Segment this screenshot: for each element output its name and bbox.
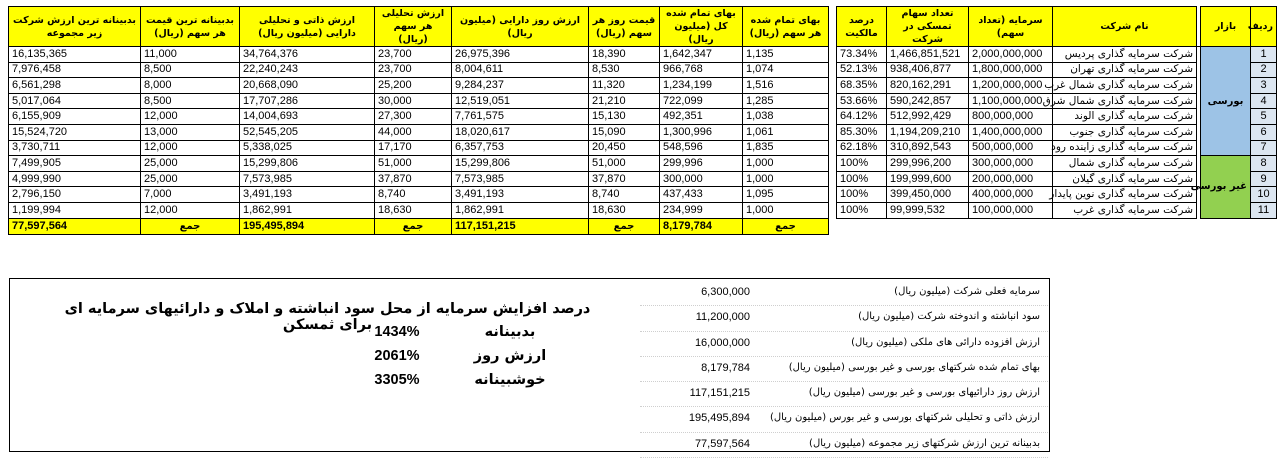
table-row xyxy=(9,202,1277,218)
row-index: 9 xyxy=(1251,171,1277,187)
scenario-row xyxy=(10,372,546,394)
company-name: شرکت سرمایه گذاری گیلان xyxy=(1053,171,1197,187)
header-company: نام شرکت xyxy=(1053,7,1197,47)
capital: 1,100,000,000 xyxy=(969,93,1053,109)
pessimistic-value: 3,730,711 xyxy=(9,140,141,156)
total-cost: 966,768 xyxy=(660,62,743,78)
row-index: 5 xyxy=(1251,109,1277,125)
market-price: 8,530 xyxy=(589,62,660,78)
summary-label: بهای تمام شده شرکتهای بورسی و غیر بورسی (میلیون ریال) xyxy=(788,361,1040,373)
pessimistic-price: 12,000 xyxy=(141,202,240,218)
cost-per-share: 1,835 xyxy=(743,140,829,156)
summary-row xyxy=(640,306,1048,331)
pessimistic-value: 2,796,150 xyxy=(9,187,141,203)
totals-empty xyxy=(837,218,887,234)
shares-owned: 590,242,857 xyxy=(887,93,969,109)
market-price: 51,000 xyxy=(589,156,660,172)
summary-row xyxy=(640,357,1048,382)
scenario-row xyxy=(10,324,536,346)
company-name: شرکت سرمایه گذاری پردیس xyxy=(1053,47,1197,63)
totals-row xyxy=(9,218,1277,234)
pessimistic-price: 25,000 xyxy=(141,171,240,187)
summary-value: 6,300,000 xyxy=(701,286,750,298)
total-cost: 234,999 xyxy=(660,202,743,218)
company-name: شرکت سرمایه گذاری شمال xyxy=(1053,156,1197,172)
market-price: 11,320 xyxy=(589,78,660,94)
analytic-per-share: 44,000 xyxy=(375,124,452,140)
analytic-value: 22,240,243 xyxy=(240,62,375,78)
table-header-row xyxy=(9,7,1277,47)
scenario-row xyxy=(10,348,547,370)
row-gap xyxy=(829,187,837,203)
analytic-value: 7,573,985 xyxy=(240,171,375,187)
shares-owned: 1,466,851,521 xyxy=(887,47,969,63)
cost-per-share: 1,061 xyxy=(743,124,829,140)
cost-per-share: 1,000 xyxy=(743,156,829,172)
totals-label: جمع xyxy=(589,218,660,234)
header-total-cost: بهای تمام شده کل (میلیون ریال) xyxy=(660,7,743,47)
summary-label: ارزش افزوده دارائی های ملکی (میلیون ریال) xyxy=(851,336,1040,348)
company-name: شرکت سرمایه گذاری غرب xyxy=(1053,202,1197,218)
shares-owned: 938,406,877 xyxy=(887,62,969,78)
totals-empty xyxy=(829,218,837,234)
table-body xyxy=(9,47,1277,235)
totals-empty xyxy=(1053,218,1197,234)
pessimistic-price: 12,000 xyxy=(141,140,240,156)
analytic-per-share: 23,700 xyxy=(375,47,452,63)
header-gap xyxy=(829,7,837,47)
market-price: 15,130 xyxy=(589,109,660,125)
row-index: 6 xyxy=(1251,124,1277,140)
market-value: 7,573,985 xyxy=(452,171,589,187)
market-price: 21,210 xyxy=(589,93,660,109)
market-price: 8,740 xyxy=(589,187,660,203)
company-name: شرکت سرمایه گذاری شمال غرب xyxy=(1053,78,1197,94)
market-value: 3,491,193 xyxy=(452,187,589,203)
totals-empty xyxy=(887,218,969,234)
row-gap xyxy=(829,62,837,78)
row-spacer xyxy=(1197,109,1201,125)
pessimistic-price: 12,000 xyxy=(141,109,240,125)
pessimistic-price: 7,000 xyxy=(141,187,240,203)
total-cost: 437,433 xyxy=(660,187,743,203)
header-ownership-pct: درصد مالکیت xyxy=(837,7,887,47)
row-gap xyxy=(829,171,837,187)
row-index: 11 xyxy=(1251,202,1277,218)
row-index: 1 xyxy=(1251,47,1277,63)
total-cost: 492,351 xyxy=(660,109,743,125)
shares-owned: 199,999,600 xyxy=(887,171,969,187)
row-gap xyxy=(829,140,837,156)
row-spacer xyxy=(1197,202,1201,218)
header-spacer xyxy=(1197,7,1201,47)
market-value: 6,357,753 xyxy=(452,140,589,156)
analytic-value: 15,299,806 xyxy=(240,156,375,172)
capital: 1,400,000,000 xyxy=(969,124,1053,140)
table-row xyxy=(9,47,1277,63)
analytic-per-share: 23,700 xyxy=(375,62,452,78)
table-row xyxy=(9,140,1277,156)
summary-value: 195,495,894 xyxy=(688,412,750,425)
summary-title: درصد افزایش سرمایه از محل سود انباشته و املاک و دارائیهای سرمایه ای برای ثمسکن xyxy=(64,301,591,333)
shares-owned: 399,450,000 xyxy=(887,187,969,203)
market-price: 20,450 xyxy=(589,140,660,156)
market-value: 9,284,237 xyxy=(452,78,589,94)
summary-label: ارزش روز دارائیهای بورسی و غیر بورسی (میلیون ریال) xyxy=(808,387,1040,399)
analytic-per-share: 8,740 xyxy=(375,187,452,203)
pessimistic-value: 6,561,298 xyxy=(9,78,141,94)
analytic-value: 20,668,090 xyxy=(240,78,375,94)
total-cost: 1,234,199 xyxy=(660,78,743,94)
pessimistic-value: 6,155,909 xyxy=(9,109,141,125)
summary-label: سرمایه فعلی شرکت (میلیون ریال) xyxy=(894,286,1040,297)
capital: 800,000,000 xyxy=(969,109,1053,125)
header-analytic-per-share: ارزش تحلیلی هر سهم (ریال) xyxy=(375,7,452,47)
header-shares-owned: تعداد سهام تمسکی در شرکت xyxy=(887,7,969,47)
total-cost: 1,642,347 xyxy=(660,47,743,63)
table-row xyxy=(9,78,1277,94)
market-price: 15,090 xyxy=(589,124,660,140)
pessimistic-value: 4,999,990 xyxy=(9,171,141,187)
row-spacer xyxy=(1197,62,1201,78)
summary-row xyxy=(640,281,1048,306)
cost-per-share: 1,074 xyxy=(743,62,829,78)
shares-owned: 99,999,532 xyxy=(887,202,969,218)
header-capital: سرمایه (تعداد سهم) xyxy=(969,7,1053,47)
company-name: شرکت سرمایه گذاری شمال شرق xyxy=(1053,93,1197,109)
row-spacer xyxy=(1197,124,1201,140)
analytic-per-share: 27,300 xyxy=(375,109,452,125)
market-bourse: بورسی xyxy=(1201,47,1251,156)
analytic-per-share: 25,200 xyxy=(375,78,452,94)
pessimistic-price: 13,000 xyxy=(141,124,240,140)
market-price: 18,390 xyxy=(589,47,660,63)
table-row xyxy=(9,62,1277,78)
row-gap xyxy=(829,47,837,63)
pessimistic-price: 11,000 xyxy=(141,47,240,63)
cost-per-share: 1,095 xyxy=(743,187,829,203)
table-row xyxy=(9,124,1277,140)
summary-label: بدبینانه ترین ارزش شرکتهای زیر مجموعه (میلیون ریال) xyxy=(809,437,1040,449)
row-index: 2 xyxy=(1251,62,1277,78)
market-value: 15,299,806 xyxy=(452,156,589,172)
capital: 500,000,000 xyxy=(969,140,1053,156)
market-value: 7,761,575 xyxy=(452,109,589,125)
total-cost: 1,300,996 xyxy=(660,124,743,140)
shares-owned: 1,194,209,210 xyxy=(887,124,969,140)
analytic-value: 1,862,991 xyxy=(240,202,375,218)
row-gap xyxy=(829,124,837,140)
summary-box xyxy=(9,278,1050,452)
header-analytic-value: ارزش ذاتی و تحلیلی دارایی (میلیون ریال) xyxy=(240,7,375,47)
ownership-pct: 100% xyxy=(837,156,887,172)
table-row xyxy=(9,171,1277,187)
ownership-pct: 53.66% xyxy=(837,93,887,109)
header-pessimistic-price: بدبینانه ترین قیمت هر سهم (ریال) xyxy=(141,7,240,47)
row-index: 7 xyxy=(1251,140,1277,156)
capital: 1,200,000,000 xyxy=(969,78,1053,94)
summary-row xyxy=(640,332,1048,357)
total-cost: 722,099 xyxy=(660,93,743,109)
totals-pessimistic-value: 77,597,564 xyxy=(9,218,141,234)
ownership-pct: 85.30% xyxy=(837,124,887,140)
pessimistic-price: 8,000 xyxy=(141,78,240,94)
capital: 100,000,000 xyxy=(969,202,1053,218)
cost-per-share: 1,285 xyxy=(743,93,829,109)
header-index: ردیف xyxy=(1251,7,1277,47)
market-price: 37,870 xyxy=(589,171,660,187)
scenario-name: خوشبینانه xyxy=(474,372,546,388)
holdings-table xyxy=(8,6,1277,235)
pessimistic-value: 5,017,064 xyxy=(9,93,141,109)
cost-per-share: 1,135 xyxy=(743,47,829,63)
table-row xyxy=(9,187,1277,203)
capital: 400,000,000 xyxy=(969,187,1053,203)
ownership-pct: 100% xyxy=(837,202,887,218)
market-value: 1,862,991 xyxy=(452,202,589,218)
pessimistic-value: 7,499,905 xyxy=(9,156,141,172)
capital: 1,800,000,000 xyxy=(969,62,1053,78)
row-spacer xyxy=(1197,93,1201,109)
scenario-name: بدبینانه xyxy=(484,324,536,340)
cost-per-share: 1,516 xyxy=(743,78,829,94)
pessimistic-value: 7,976,458 xyxy=(9,62,141,78)
scenario-percent: 2061% xyxy=(374,348,420,364)
row-index: 3 xyxy=(1251,78,1277,94)
header-market: بازار xyxy=(1201,7,1251,47)
market-price: 18,630 xyxy=(589,202,660,218)
summary-row xyxy=(640,382,1048,407)
row-gap xyxy=(829,78,837,94)
cost-per-share: 1,038 xyxy=(743,109,829,125)
analytic-value: 34,764,376 xyxy=(240,47,375,63)
shares-owned: 310,892,543 xyxy=(887,140,969,156)
header-cost-per-share: بهای تمام شده هر سهم (ریال) xyxy=(743,7,829,47)
header-pessimistic-value: بدبینانه ترین ارزش شرکت زیر مجموعه xyxy=(9,7,141,47)
row-gap xyxy=(829,93,837,109)
company-name: شرکت سرمایه گذاری الوند xyxy=(1053,109,1197,125)
cost-per-share: 1,000 xyxy=(743,202,829,218)
table-row xyxy=(9,109,1277,125)
pessimistic-price: 8,500 xyxy=(141,62,240,78)
pessimistic-price: 25,000 xyxy=(141,156,240,172)
summary-rows xyxy=(640,281,1048,458)
analytic-per-share: 37,870 xyxy=(375,171,452,187)
ownership-pct: 100% xyxy=(837,171,887,187)
market-value: 26,975,396 xyxy=(452,47,589,63)
summary-value: 8,179,784 xyxy=(701,361,750,374)
market-value: 12,519,051 xyxy=(452,93,589,109)
market-value: 18,020,617 xyxy=(452,124,589,140)
header-market-price: قیمت روز هر سهم (ریال) xyxy=(589,7,660,47)
totals-empty xyxy=(1201,218,1251,234)
summary-value: 11,200,000 xyxy=(695,311,750,324)
pessimistic-value: 1,199,994 xyxy=(9,202,141,218)
row-gap xyxy=(829,202,837,218)
market-non-bourse: غیر بورسی xyxy=(1201,156,1251,218)
company-name: شرکت سرمایه گذاری زاینده رود xyxy=(1053,140,1197,156)
ownership-pct: 73.34% xyxy=(837,47,887,63)
capital: 2,000,000,000 xyxy=(969,47,1053,63)
cost-per-share: 1,000 xyxy=(743,171,829,187)
totals-analytic-value: 195,495,894 xyxy=(240,218,375,234)
analytic-value: 14,004,693 xyxy=(240,109,375,125)
summary-label: سود انباشته و اندوخته شرکت (میلیون ریال) xyxy=(858,311,1040,323)
totals-label: جمع xyxy=(743,218,829,234)
scenario-percent: 3305% xyxy=(374,372,420,388)
totals-label: جمع xyxy=(141,218,240,234)
row-index: 8 xyxy=(1251,156,1277,172)
row-spacer xyxy=(1197,47,1201,63)
analytic-per-share: 30,000 xyxy=(375,93,452,109)
total-cost: 548,596 xyxy=(660,140,743,156)
analytic-value: 52,545,205 xyxy=(240,124,375,140)
totals-empty xyxy=(1197,218,1201,234)
summary-value: 16,000,000 xyxy=(694,336,750,349)
capital: 300,000,000 xyxy=(969,156,1053,172)
capital: 200,000,000 xyxy=(969,171,1053,187)
totals-cost: 8,179,784 xyxy=(660,218,743,234)
shares-owned: 512,992,429 xyxy=(887,109,969,125)
company-name: شرکت سرمایه گذاری نوین پایدار xyxy=(1053,187,1197,203)
summary-label: ارزش ذاتی و تحلیلی شرکتهای بورسی و غیر بورس (میلیون ریال) xyxy=(770,412,1040,424)
company-name: شرکت سرمایه گذاری جنوب xyxy=(1053,124,1197,140)
analytic-per-share: 51,000 xyxy=(375,156,452,172)
ownership-pct: 52.13% xyxy=(837,62,887,78)
summary-row xyxy=(640,407,1048,432)
market-value: 8,004,611 xyxy=(452,62,589,78)
row-spacer xyxy=(1197,140,1201,156)
summary-row xyxy=(640,433,1048,458)
analytic-per-share: 17,170 xyxy=(375,140,452,156)
total-cost: 299,996 xyxy=(660,156,743,172)
pessimistic-price: 8,500 xyxy=(141,93,240,109)
totals-label: جمع xyxy=(375,218,452,234)
totals-empty xyxy=(969,218,1053,234)
totals-market-value: 117,151,215 xyxy=(452,218,589,234)
shares-owned: 299,996,200 xyxy=(887,156,969,172)
row-index: 4 xyxy=(1251,93,1277,109)
analytic-per-share: 18,630 xyxy=(375,202,452,218)
shares-owned: 820,162,291 xyxy=(887,78,969,94)
header-market-value: ارزش روز دارایی (میلیون ریال) xyxy=(452,7,589,47)
company-name: شرکت سرمایه گذاری تهران xyxy=(1053,62,1197,78)
ownership-pct: 64.12% xyxy=(837,109,887,125)
table-row xyxy=(9,156,1277,172)
summary-value: 77,597,564 xyxy=(694,437,750,450)
row-spacer xyxy=(1197,156,1201,172)
pessimistic-value: 15,524,720 xyxy=(9,124,141,140)
row-gap xyxy=(829,156,837,172)
row-gap xyxy=(829,109,837,125)
row-index: 10 xyxy=(1251,187,1277,203)
table-row xyxy=(9,93,1277,109)
row-spacer xyxy=(1197,78,1201,94)
ownership-pct: 68.35% xyxy=(837,78,887,94)
scenario-percent: 1434% xyxy=(374,324,420,340)
analytic-value: 17,707,286 xyxy=(240,93,375,109)
totals-empty xyxy=(1251,218,1277,234)
total-cost: 300,000 xyxy=(660,171,743,187)
pessimistic-value: 16,135,365 xyxy=(9,47,141,63)
scenario-name: ارزش روز xyxy=(473,348,547,364)
ownership-pct: 100% xyxy=(837,187,887,203)
ownership-pct: 62.18% xyxy=(837,140,887,156)
summary-value: 117,151,215 xyxy=(689,387,750,400)
analytic-value: 3,491,193 xyxy=(240,187,375,203)
analytic-value: 5,338,025 xyxy=(240,140,375,156)
